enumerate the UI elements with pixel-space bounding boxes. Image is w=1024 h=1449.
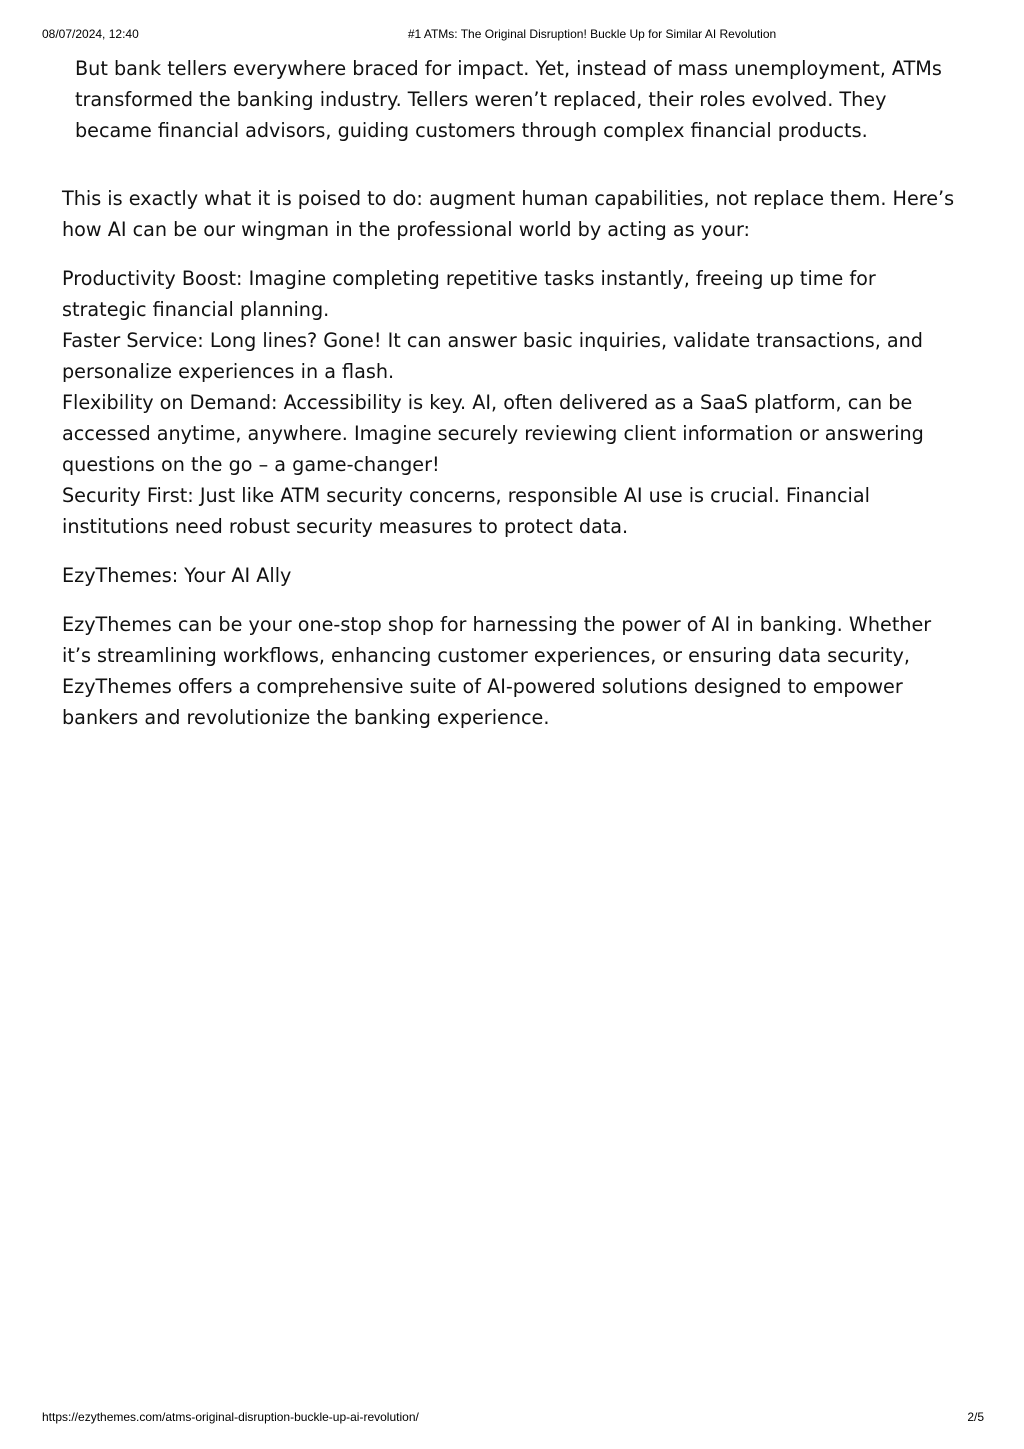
print-url: https://ezythemes.com/atms-original-disruption-buckle-up-ai-revolution/ xyxy=(42,1410,419,1424)
closing-paragraph: EzyThemes can be your one-stop shop for harnessing the power of AI in banking. Whether it’s streamlining workflows, enhancing customer experiences, or ensuring data security, EzyThemes offers a comprehensive suite of AI-powered solutions designed to empower bankers and revolutionize the banking experience. xyxy=(62,613,932,729)
article-content xyxy=(62,53,962,751)
spacer xyxy=(62,146,962,183)
blockquote-paragraph: But bank tellers everywhere braced for impact. Yet, instead of mass unemployment, ATMs transformed the banking industry. Tellers weren’t replaced, their roles evolved. They became financial advisors, guiding customers through complex financial products. xyxy=(75,57,942,142)
benefit-item-flexibility: Flexibility on Demand: Accessibility is key. AI, often delivered as a SaaS platform, can be accessed anytime, anywhere. Imagine securely reviewing client information or answering questions on the go – a game-changer! xyxy=(62,391,924,476)
intro-paragraph: This is exactly what it is poised to do: augment human capabilities, not replace them. Here’s how AI can be our wingman in the professional world by acting as your: xyxy=(62,187,955,241)
print-datetime: 08/07/2024, 12:40 xyxy=(42,27,139,41)
page-number: 2/5 xyxy=(967,1410,984,1424)
benefit-item-productivity: Productivity Boost: Imagine completing repetitive tasks instantly, freeing up time for strategic financial planning. xyxy=(62,267,876,321)
benefit-item-security: Security First: Just like ATM security concerns, responsible AI use is crucial. Financial institutions need robust security measures to protect data. xyxy=(62,484,870,538)
section-heading: EzyThemes: Your AI Ally xyxy=(62,564,292,587)
benefits-list xyxy=(62,263,962,542)
benefit-item-faster-service: Faster Service: Long lines? Gone! It can answer basic inquiries, validate transactions, and personalize experiences in a flash. xyxy=(62,329,923,383)
print-page-title: #1 ATMs: The Original Disruption! Buckle Up for Similar AI Revolution xyxy=(407,27,777,41)
